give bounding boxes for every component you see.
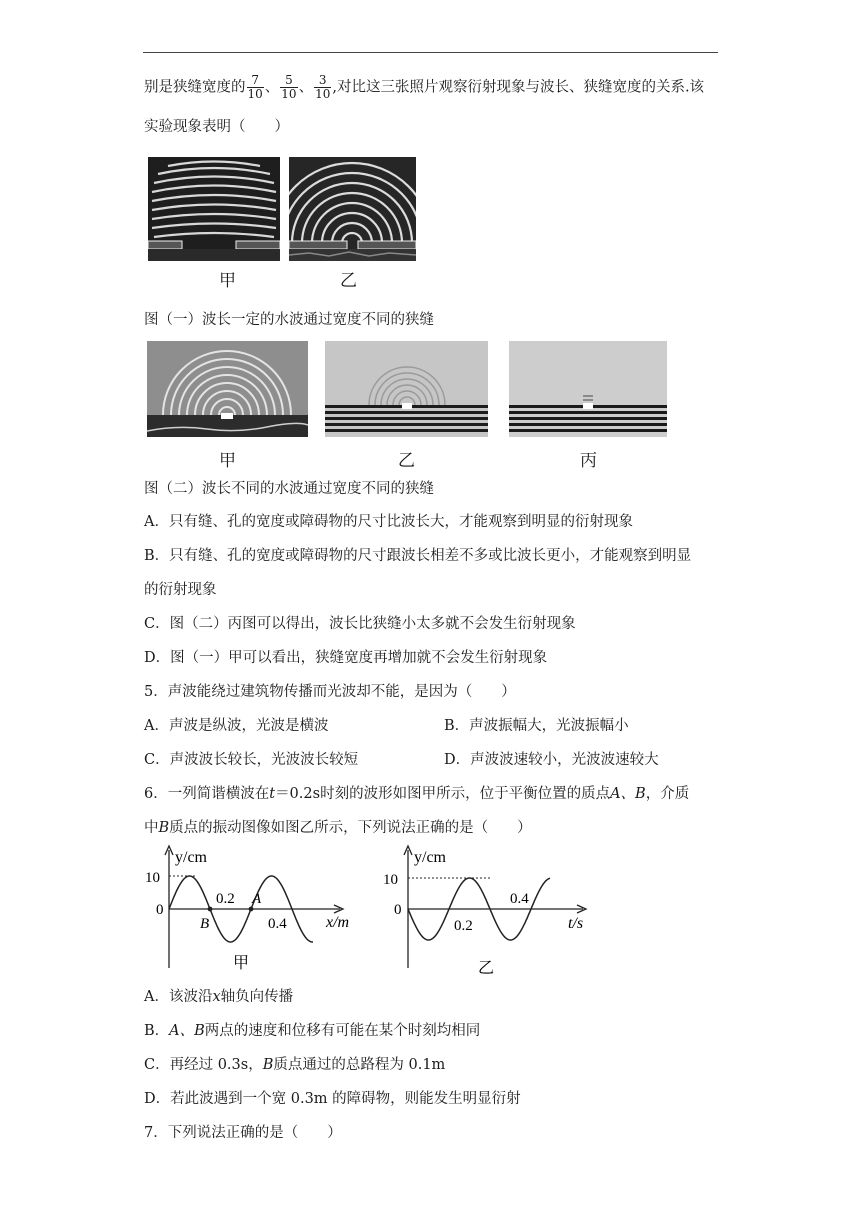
t-tick-0-4: 0.4 xyxy=(510,891,529,907)
q6-option-b: B．A、B两点的速度和位移有可能在某个时刻均相同 xyxy=(144,1023,481,1039)
t-axis-label: t/s xyxy=(568,915,584,932)
fig1-label-yi: 乙 xyxy=(340,271,357,291)
q4-option-b-line2: 的衍射现象 xyxy=(144,582,217,598)
q5-option-d: D．声波波速较小，光波波速较大 xyxy=(444,752,659,768)
fraction-3-10: $\frac{3}{10}$ xyxy=(315,73,331,101)
fig2-caption: 图（二）波长不同的水波通过宽度不同的狭缝 xyxy=(144,481,434,497)
q6-stem-line2: 中B质点的振动图像如图乙所示，下列说法正确的是（ ） xyxy=(144,820,532,836)
fig2-photo-jia xyxy=(147,341,308,437)
fig2-label-jia: 甲 xyxy=(219,451,236,471)
q5-option-c: C．声波波长较长，光波波长较短 xyxy=(144,752,359,768)
point-b xyxy=(208,907,213,912)
q5-stem: 5．声波能绕过建筑物传播而光波却不能，是因为（ ） xyxy=(144,684,516,700)
graph-caption-yi: 乙 xyxy=(478,960,495,977)
point-a xyxy=(249,907,254,912)
y-axis-label: y/cm xyxy=(175,849,207,866)
point-a-label: A xyxy=(252,891,262,907)
q6-option-c: C．再经过 0.3s，B质点通过的总路程为 0.1m xyxy=(144,1057,446,1073)
fraction-5-10: $\frac{5}{10}$ xyxy=(281,73,297,101)
origin-label: 0 xyxy=(394,902,402,918)
fig1-photo-yi xyxy=(289,157,416,261)
y-tick-10: 10 xyxy=(145,870,160,886)
q5-option-a: A．声波是纵波，光波是横波 xyxy=(144,718,329,734)
intro-line-2: 实验现象表明（ ） xyxy=(144,119,289,135)
q6-option-a: A．该波沿x轴负向传播 xyxy=(144,989,294,1005)
x-tick-0-4: 0.4 xyxy=(268,916,287,932)
fig1-caption: 图（一）波长一定的水波通过宽度不同的狭缝 xyxy=(144,312,434,328)
intro-line-1: 别是狭缝宽度的 $\frac{7}{10}$ 、 $\frac{5}{10}$ 、 $\frac{3}{10}$ ,对比这三张照片观察衍射现象与波长、狭缝宽度的关系.该 xyxy=(144,73,705,101)
t-tick-0-2: 0.2 xyxy=(454,918,473,934)
q6-option-d: D．若此波遇到一个宽 0.3m 的障碍物，则能发生明显衍射 xyxy=(144,1091,521,1107)
intro-prefix: 别是狭缝宽度的 xyxy=(144,79,246,96)
q4-option-b-line1: B．只有缝、孔的宽度或障碍物的尺寸跟波长相差不多或比波长更小，才能观察到明显 xyxy=(144,548,692,564)
x-axis-label: x/m xyxy=(326,914,350,931)
q7-stem: 7．下列说法正确的是（ ） xyxy=(144,1125,342,1141)
wave-graph-jia xyxy=(140,840,370,980)
vibration-graph-yi xyxy=(378,840,608,980)
q4-option-d: D．图（一）甲可以看出，狭缝宽度再增加就不会发生衍射现象 xyxy=(144,650,548,666)
q6-stem-line1: 6．一列简谐横波在t＝0.2s时刻的波形如图甲所示，位于平衡位置的质点A、B，介质 xyxy=(144,786,690,802)
y-tick-10: 10 xyxy=(383,872,398,888)
fig2-photo-bing xyxy=(509,341,667,437)
fig1-label-jia: 甲 xyxy=(219,271,236,291)
origin-label: 0 xyxy=(156,902,164,918)
x-tick-0-2: 0.2 xyxy=(216,891,235,907)
fig2-photo-yi xyxy=(325,341,488,437)
fraction-7-10: $\frac{7}{10}$ xyxy=(247,73,263,101)
fig2-label-bing: 丙 xyxy=(580,451,597,471)
intro-suffix: ,对比这三张照片观察衍射现象与波长、狭缝宽度的关系.该 xyxy=(332,79,705,96)
header-rule xyxy=(143,52,718,53)
fig2-label-yi: 乙 xyxy=(398,451,415,471)
graph-caption-jia: 甲 xyxy=(233,955,250,972)
q4-option-a: A．只有缝、孔的宽度或障碍物的尺寸比波长大，才能观察到明显的衍射现象 xyxy=(144,514,633,530)
fig1-photo-jia xyxy=(148,157,280,261)
q4-option-c: C．图（二）丙图可以得出，波长比狭缝小太多就不会发生衍射现象 xyxy=(144,616,576,632)
y-axis-label: y/cm xyxy=(414,849,446,866)
q5-option-b: B．声波振幅大，光波振幅小 xyxy=(444,718,629,734)
point-b-label: B xyxy=(200,916,210,932)
